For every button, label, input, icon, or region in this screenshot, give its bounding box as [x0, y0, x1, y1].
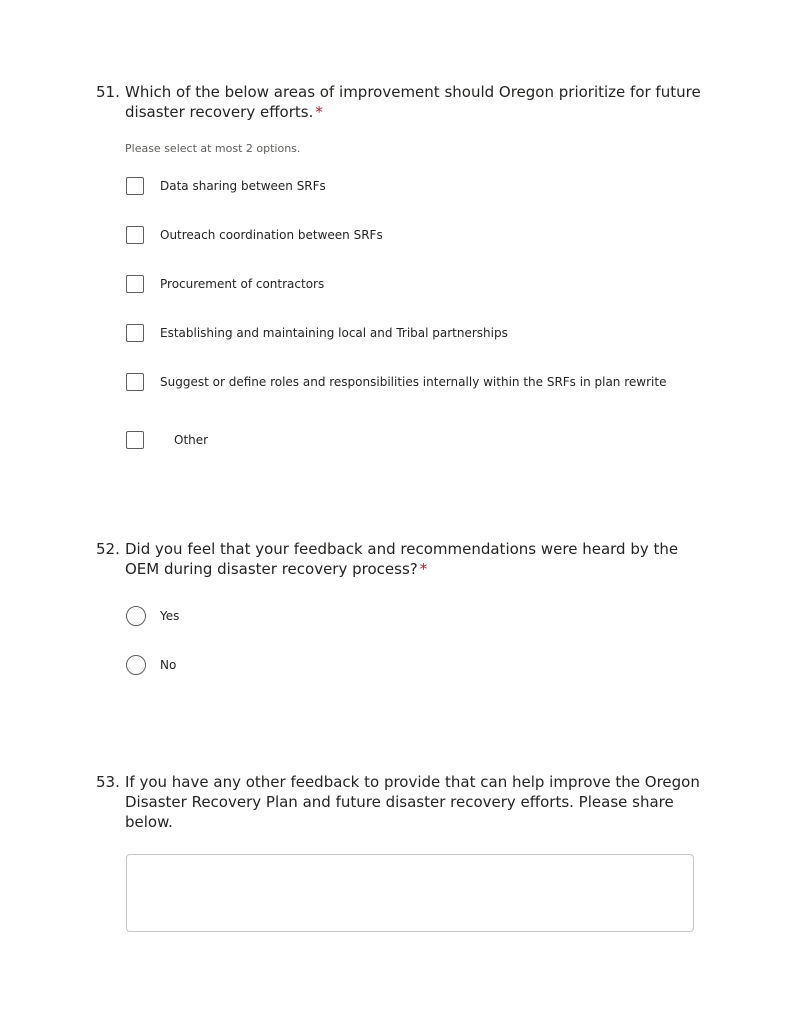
- question-52-title: [96, 539, 716, 579]
- question-53: [96, 772, 716, 832]
- question-51-hint: Please select at most 2 options.: [125, 142, 301, 155]
- question-53-text: If you have any other feedback to provide that can help improve the Oregon Disaster Recovery Plan and future disaster recovery efforts. Please share below.: [125, 773, 700, 831]
- option-label: Outreach coordination between SRFs: [160, 228, 383, 242]
- required-mark: *: [315, 103, 323, 121]
- checkbox[interactable]: [126, 324, 144, 342]
- option-no[interactable]: [126, 655, 176, 675]
- option-yes[interactable]: [126, 606, 179, 626]
- option-label: Yes: [160, 609, 180, 623]
- question-53-title: [96, 772, 716, 832]
- option-other[interactable]: [126, 430, 208, 450]
- required-mark: *: [419, 560, 428, 578]
- question-51: [96, 82, 716, 447]
- option-label: No: [160, 658, 177, 672]
- checkbox[interactable]: [126, 431, 144, 449]
- checkbox[interactable]: [126, 226, 144, 244]
- option-data-sharing[interactable]: [126, 176, 326, 196]
- radio-button[interactable]: [126, 606, 146, 626]
- option-roles-responsibilities[interactable]: [126, 372, 666, 392]
- option-label: Procurement of contractors: [160, 277, 325, 291]
- radio-button[interactable]: [126, 655, 146, 675]
- question-51-text: [125, 82, 716, 122]
- feedback-textarea[interactable]: [126, 854, 694, 932]
- checkbox[interactable]: [126, 373, 144, 391]
- option-outreach-coordination[interactable]: [126, 225, 383, 245]
- option-label: Suggest or define roles and responsibilities internally within the SRFs in plan rewrite: [160, 375, 667, 389]
- option-label: Other: [174, 433, 209, 447]
- option-label: Data sharing between SRFs: [160, 179, 326, 193]
- question-53-number: 53.: [96, 773, 120, 791]
- checkbox[interactable]: [126, 275, 144, 293]
- option-partnerships[interactable]: [126, 323, 508, 343]
- question-52: [96, 539, 716, 672]
- question-52-number: 52.: [96, 540, 120, 558]
- question-52-title-text: Did you feel that your feedback and recommendations were heard by the OEM during disaster recovery process?: [125, 540, 679, 578]
- question-51-title: [96, 82, 716, 122]
- option-procurement[interactable]: [126, 274, 324, 294]
- checkbox[interactable]: [126, 177, 144, 195]
- question-52-text: [125, 539, 716, 579]
- question-51-title-text: Which of the below areas of improvement should Oregon prioritize for future disaster recovery efforts.: [125, 83, 701, 121]
- option-label: Establishing and maintaining local and Tribal partnerships: [160, 326, 508, 340]
- question-51-number: 51.: [96, 83, 120, 101]
